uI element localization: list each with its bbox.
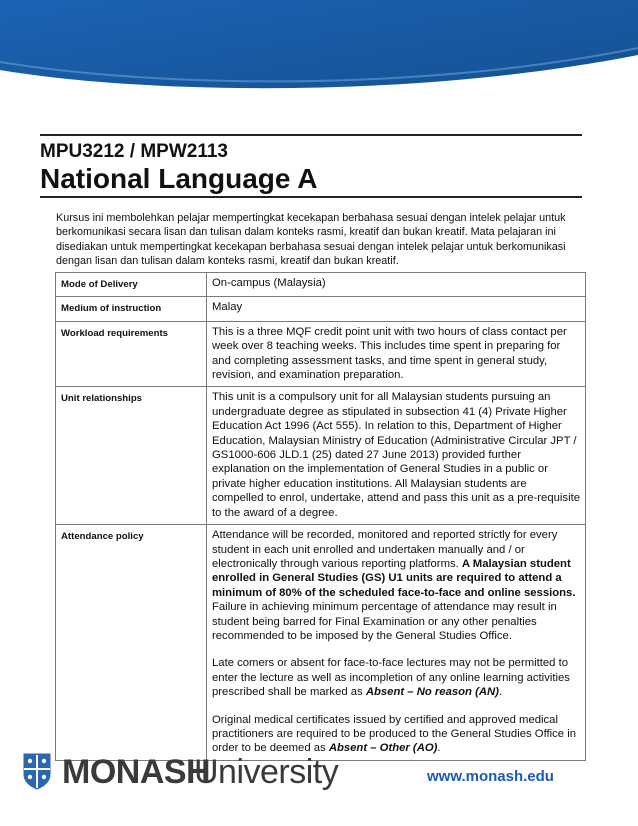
text-run: Attendance will be recorded, monitored and reported strictly for every student in each unit enrolled and undertaken manually and / or electronically through various reporting platforms. [212, 529, 558, 570]
text-run: Original medical certificates issued by certified and approved medical practitioners are required to be produced to the General Studies Office in order to be deemed as [212, 713, 577, 755]
attendance-paragraph-2 [212, 656, 580, 699]
row-value [207, 525, 586, 761]
unit-code: MPU3212 / MPW2113 [40, 141, 228, 162]
absent-other: Absent – Other (AO) [328, 742, 438, 755]
table-row [56, 525, 586, 761]
row-label: Attendance policy [56, 525, 207, 761]
logo-university: University [194, 753, 339, 791]
table-row [56, 297, 586, 321]
website-link[interactable]: www.monash.edu [427, 768, 554, 785]
crest-icon [22, 752, 52, 790]
monash-logo [22, 752, 342, 792]
row-value: This is a three MQF credit point unit with two hours of class contact per week over 8 teaching weeks. This includes time spent in preparing for and completing assessment tasks, and time spent in general study, revision, and examination preparation. [207, 321, 586, 387]
attendance-paragraph-3 [212, 713, 580, 756]
row-label: Medium of instruction [56, 297, 207, 321]
text-run: Failure in achieving minimum percentage of attendance may result in student being barred for Final Examination or any other penalties recommended to be imposed by the General Studies Office. [212, 601, 557, 642]
text-run: Late comers or absent for face-to-face lectures may not be permitted to enter the lecture as well as incompletion of any online learning activities prescribed shall be marked as [212, 657, 570, 699]
row-value: This unit is a compulsory unit for all Malaysian students pursuing an undergraduate degree as stipulated in subsection 41 (4) Private Higher Education Act 1996 (Act 555). In relation to this, Department of Higher Education, Malaysian Ministry of Education (Administrative Circular JPT / GS1000-606 JLD.1 (25) dated 27 June 2013) provided further explanation on the implementation of General Studies in a public or private higher education institutions. All Malaysian students are compelled to enrol, undertake, attend and pass this unit as a pre-requisite to the award of a degree. [207, 387, 586, 525]
top-rule [40, 134, 582, 136]
unit-title: National Language A [40, 163, 318, 194]
text-run: . [498, 686, 503, 699]
unit-info-table [55, 272, 586, 761]
row-value: On-campus (Malaysia) [207, 273, 586, 297]
absent-no-reason: Absent – No reason (AN) [365, 686, 499, 699]
row-value: Malay [207, 297, 586, 321]
attendance-paragraph-1 [212, 528, 580, 643]
header-banner [0, 0, 638, 100]
row-label: Workload requirements [56, 321, 207, 387]
table-row [56, 273, 586, 297]
title-rule [40, 196, 582, 198]
table-row [56, 387, 586, 525]
table-row [56, 321, 586, 387]
logo-monash: MONASH [62, 753, 211, 791]
banner-graphic [0, 0, 638, 100]
row-label: Unit relationships [56, 387, 207, 525]
row-label: Mode of Delivery [56, 273, 207, 297]
bold-requirement: A Malaysian student enrolled in General Studies (GS) U1 units are required to attend a minimum of 80% of the scheduled face-to-face and online sessions. [212, 557, 576, 599]
unit-description: Kursus ini membolehkan pelajar mempertingkat kecekapan berbahasa sesuai dengan intelek pelajar untuk berkomunikasi secara lisan dan tulisan dalam konteks rasmi, kreatif dan bukan kreatif. Mata pelajaran ini disediakan untuk mempertingkat kecekapan berbahasa sesuai dengan intelek pelajar untuk berkomunikasi dengan lisan dan tulisan dalam konteks rasmi, kreatif dan bukan kreatif. [56, 212, 566, 268]
text-run: . [437, 742, 441, 755]
